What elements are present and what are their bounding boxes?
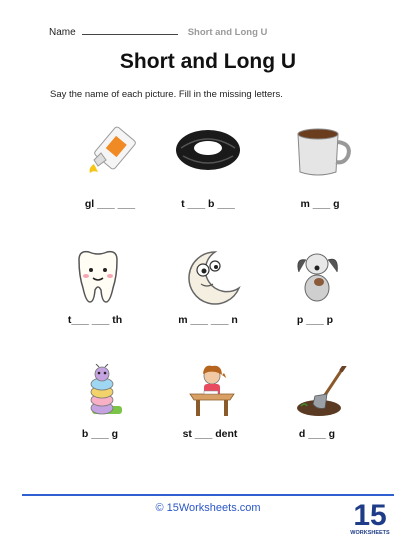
footer-rule (22, 494, 394, 496)
footer-link[interactable]: © 15Worksheets.com (155, 502, 261, 514)
label-tooth: t___ ___ th (67, 314, 123, 326)
tube-icon (173, 120, 243, 180)
label-pup: p ___ p (296, 314, 334, 326)
pup-icon (293, 248, 343, 306)
bug-icon (78, 364, 126, 420)
instructions: Say the name of each picture. Fill in the missing letters. (50, 89, 283, 100)
glue-icon (70, 120, 150, 180)
worksheets-logo-icon (349, 497, 391, 537)
label-moon: m ___ ___ n (178, 314, 238, 326)
label-tube: t ___ b ___ (181, 198, 235, 210)
name-line (49, 25, 267, 38)
label-dig: d ___ g (298, 428, 336, 440)
label-student: st ___ dent (182, 428, 238, 440)
moon-icon (183, 248, 243, 306)
mug-icon (290, 124, 360, 180)
label-bug: b ___ g (81, 428, 119, 440)
badge-number: 15 (353, 499, 387, 532)
label-mug: m ___ g (300, 198, 340, 210)
name-blank[interactable] (82, 25, 178, 35)
tooth-icon (73, 248, 123, 306)
name-label: Name (49, 27, 76, 38)
student-icon (182, 364, 242, 420)
badge-text: WORKSHEETS (350, 530, 390, 536)
header-tag: Short and Long U (187, 27, 268, 38)
dig-icon (295, 366, 351, 418)
page-title: Short and Long U (119, 50, 297, 73)
label-glue: gl ___ ___ (84, 198, 136, 210)
